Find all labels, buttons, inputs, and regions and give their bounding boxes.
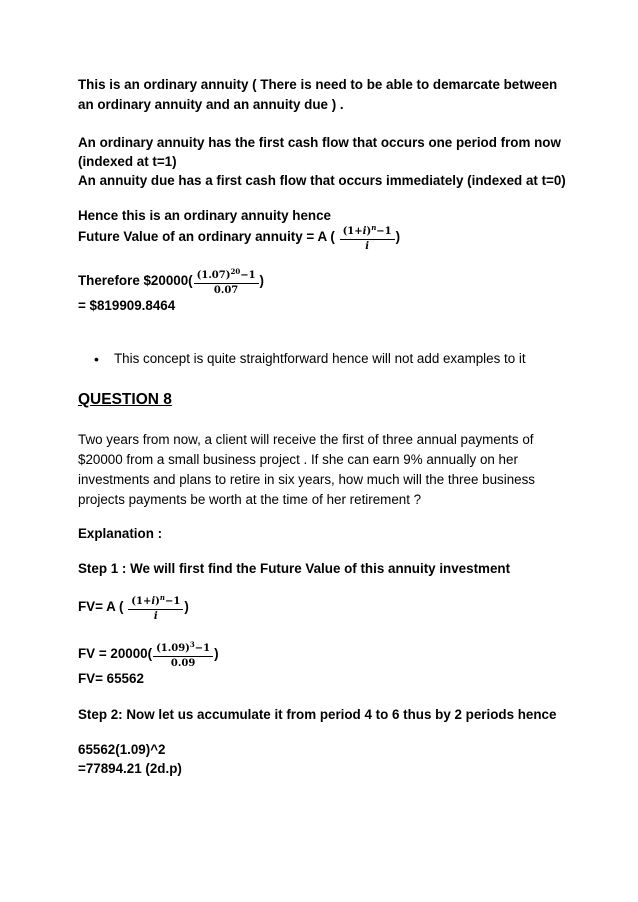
explanation-label: Explanation : [78,526,163,541]
question-para-line-4: projects payments be worth at the time of her retirement ? [78,492,422,507]
fv2-label: FV = 20000( [78,646,153,662]
bullet-icon: • [94,351,99,367]
fv-formula-label: Future Value of an ordinary annuity = A ( [78,229,335,245]
fv1-fraction [128,592,183,623]
intro-line-5: An annuity due has a first cash flow that occurs immediately (indexed at t=0) [78,173,566,188]
fv1-numerator: $(1+i)^n-1$ [128,592,183,610]
fv2-close: ) [214,646,219,662]
question-heading: QUESTION 8 [78,391,172,408]
fv2-numerator: $(1.09)^3-1$ [153,639,213,657]
fv1-formula [78,592,189,623]
fv-formula-numerator: $(1+i)^n-1$ [340,222,395,240]
bullet-text: This concept is quite straightforward hence will not add examples to it [114,351,526,366]
intro-line-6: Hence this is an ordinary annuity hence [78,208,332,223]
fv2-formula [78,639,219,670]
fv2-denominator: 0.09 [170,658,196,669]
therefore-denominator: 0.07 [213,285,239,296]
fv1-close: ) [184,599,189,615]
intro-line-1: This is an ordinary annuity ( There is need to be able to demarcate between [78,77,558,92]
therefore-fraction [194,266,259,297]
fv-formula-denominator: i [365,241,369,252]
fv-formula-close: ) [395,229,401,245]
answer-line: =77894.21 (2d.p) [78,761,182,776]
therefore-label: Therefore $20000( [78,273,193,289]
fv1-denominator: i [153,611,158,622]
question-para-line-1: Two years from now, a client will receive the first of three annual payments of [78,432,534,447]
question-para-line-2: $20000 from a small business project . If she can earn 9% annually on her [78,452,518,467]
intro-line-4: (indexed at t=1) [78,154,177,169]
fv3-line: FV= 65562 [78,671,144,686]
question-para-line-3: investments and plans to retire in six years, how much will the three business [78,472,535,487]
intro-line-3: An ordinary annuity has the first cash flow that occurs one period from now [78,135,561,150]
therefore-numerator: $(1.07)^{20}-1$ [194,266,259,284]
step-1: Step 1 : We will first find the Future Value of this annuity investment [78,561,511,576]
intro-line-2: an ordinary annuity and an annuity due ) . [78,97,344,112]
calc-line: 65562(1.09)^2 [78,742,166,757]
fv-formula [78,222,400,253]
therefore-close: ) [259,273,265,289]
fv-formula-fraction [340,222,395,253]
fv2-fraction [153,639,213,670]
step-2: Step 2: Now let us accumulate it from period 4 to 6 thus by 2 periods hence [78,707,557,722]
therefore-formula [78,266,264,297]
result-line: = $819909.8464 [78,298,176,313]
fv1-label: FV= A ( [78,599,124,615]
